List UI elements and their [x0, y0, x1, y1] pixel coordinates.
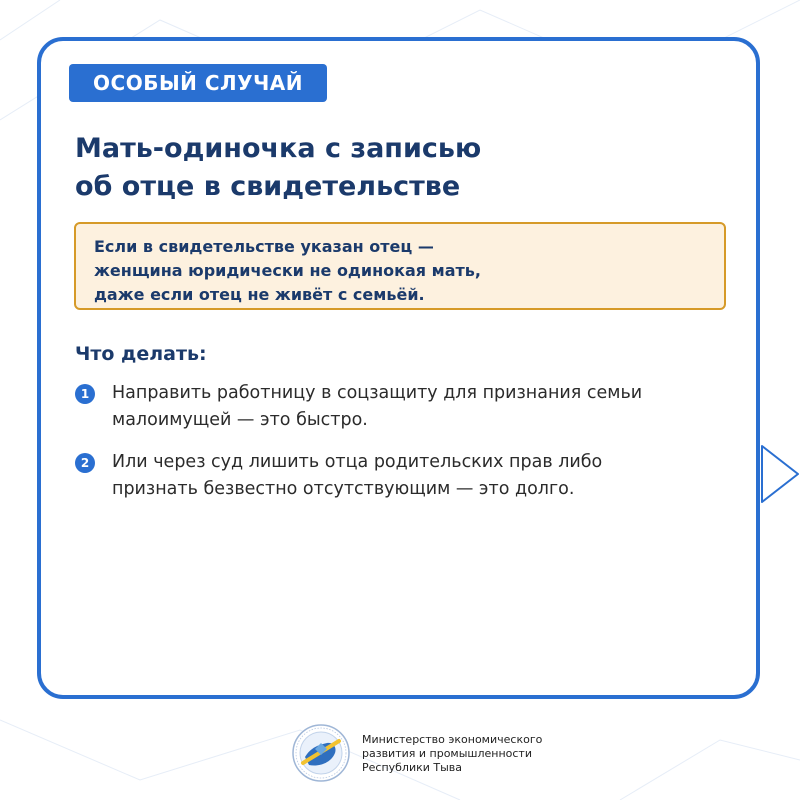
footer-line: Министерство экономического: [362, 733, 543, 746]
ministry-emblem-icon: [291, 723, 351, 783]
special-case-tag: ОСОБЫЙ СЛУЧАЙ: [69, 64, 327, 102]
note-line: женщина юридически не одинокая мать,: [94, 261, 481, 280]
next-slide-arrow-icon[interactable]: [760, 442, 800, 506]
footer-line: Республики Тыва: [362, 761, 463, 774]
step-number-badge: 1: [75, 384, 95, 404]
step-line: малоимущей — это быстро.: [112, 410, 368, 430]
step-line: Направить работницу в соцзащиту для признания семьи: [112, 383, 643, 403]
what-to-do-heading: Что делать:: [75, 343, 207, 365]
footer-line: развития и промышленности: [362, 747, 532, 760]
step-text: [112, 380, 732, 434]
step-text: [112, 449, 732, 503]
ministry-name: [362, 733, 542, 775]
highlight-note: [74, 222, 726, 310]
page-title: [75, 130, 635, 206]
title-line: Мать-одиночка с записью: [75, 133, 482, 164]
title-line: об отце в свидетельстве: [75, 171, 461, 202]
note-line: даже если отец не живёт с семьёй.: [94, 285, 425, 304]
note-line: Если в свидетельстве указан отец —: [94, 237, 434, 256]
step-line: Или через суд лишить отца родительских прав либо: [112, 452, 603, 472]
step-line: признать безвестно отсутствующим — это долго.: [112, 479, 575, 499]
step-number-badge: 2: [75, 453, 95, 473]
